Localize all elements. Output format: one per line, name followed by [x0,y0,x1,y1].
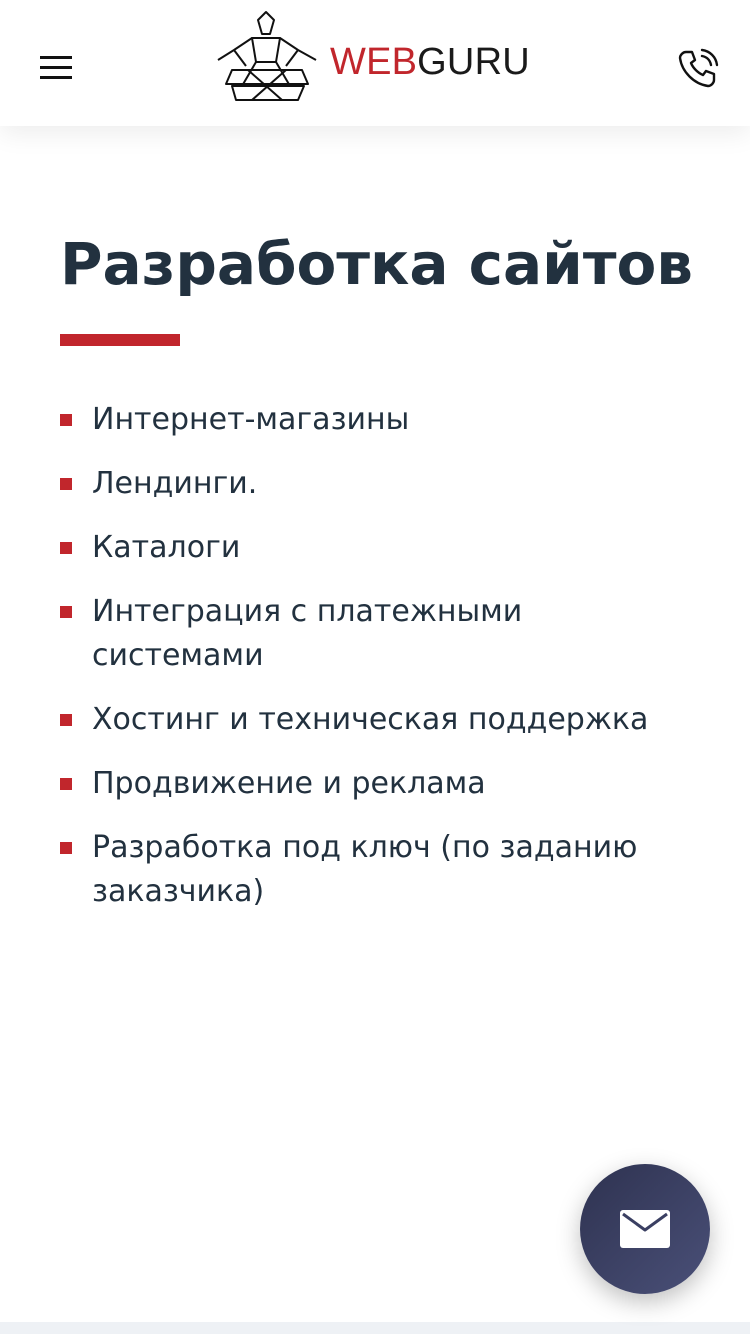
service-label: Хостинг и техническая поддержка [92,702,649,737]
meditating-guru-logo-icon [212,10,322,106]
bullet-square-icon [60,714,72,726]
logo-guru-text: GURU [417,41,530,83]
menu-line [40,66,72,69]
mail-icon [620,1210,670,1248]
list-item [60,462,700,506]
phone-ringing-icon[interactable] [676,46,722,92]
list-item [60,698,700,742]
services-list [60,398,700,914]
menu-line [40,56,72,59]
phone-icon-graphic [676,46,722,92]
list-item [60,526,700,570]
page-title: Разработка сайтов [60,230,693,298]
footer-edge [0,1322,750,1334]
service-label: Продвижение и реклама [92,766,486,801]
list-item [60,398,700,442]
bullet-square-icon [60,606,72,618]
logo-wordmark [330,40,530,84]
list-item [60,826,700,914]
logo-web-text: WEB [330,41,418,83]
title-underline [60,334,180,346]
service-label: Разработка под ключ (по заданию заказчика) [92,830,638,909]
list-item [60,762,700,806]
list-item [60,590,700,678]
contact-mail-button[interactable] [580,1164,710,1294]
menu-line [40,76,72,79]
service-label: Интеграция с платежными системами [92,594,523,673]
service-label: Лендинги. [92,466,258,501]
service-label: Каталоги [92,530,241,565]
bullet-square-icon [60,414,72,426]
service-label: Интернет-магазины [92,402,410,437]
bullet-square-icon [60,542,72,554]
site-header [0,0,750,126]
site-logo[interactable] [212,10,552,106]
bullet-square-icon [60,778,72,790]
hamburger-menu-icon[interactable] [36,48,78,88]
main-content [60,200,700,934]
bullet-square-icon [60,842,72,854]
bullet-square-icon [60,478,72,490]
